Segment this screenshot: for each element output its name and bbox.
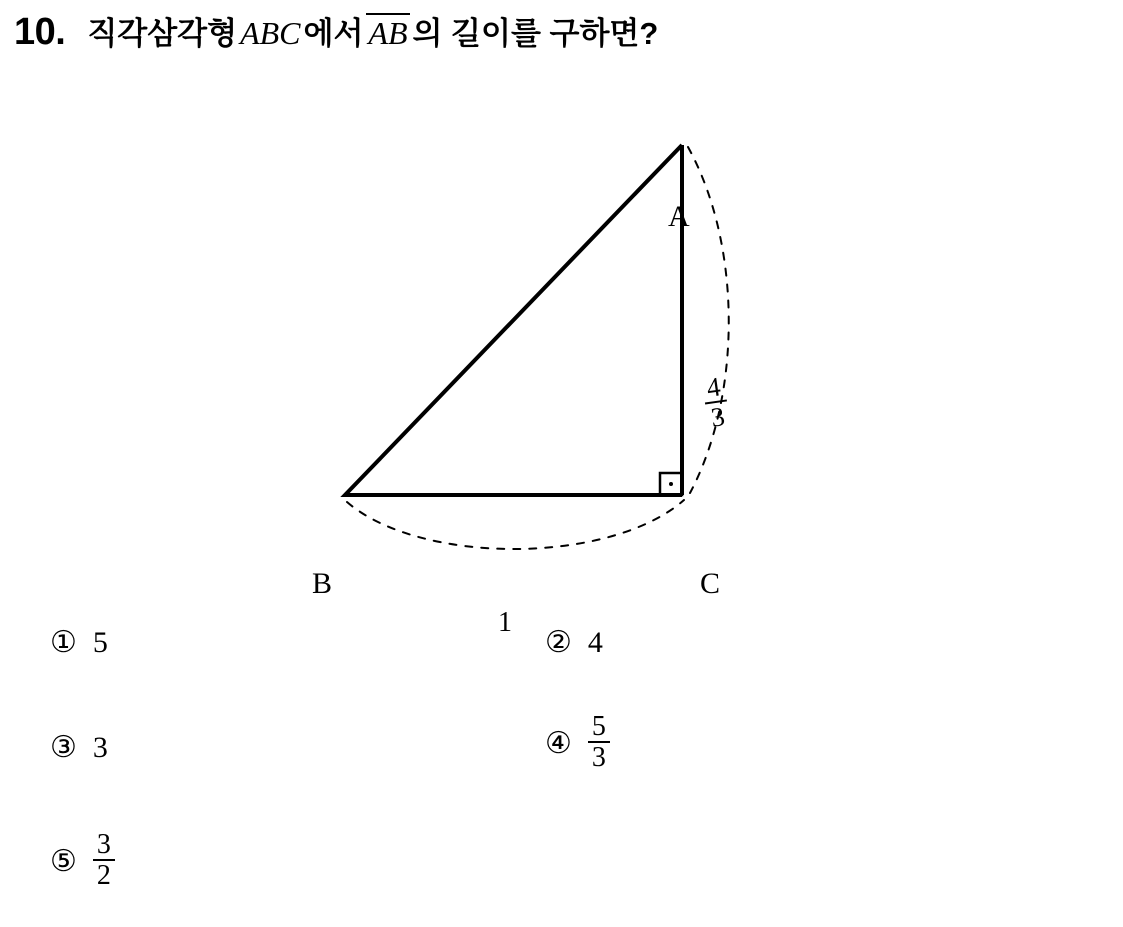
question-math-segment-ab: AB	[368, 15, 408, 51]
choice-2-value: 4	[587, 625, 603, 659]
choice-5-marker: ⑤	[50, 844, 77, 878]
side-ac-denominator: 3	[709, 401, 727, 433]
choice-3[interactable]	[50, 730, 108, 765]
vertex-label-b: B	[312, 567, 333, 600]
choice-3-value: 3	[92, 730, 108, 764]
arc-side-ac	[688, 147, 729, 493]
question-header	[14, 8, 658, 54]
question-text-part-2: 에서	[303, 16, 364, 51]
choice-4-denominator: 3	[591, 742, 606, 774]
vertex-label-a: A	[668, 200, 690, 233]
choice-4-value	[588, 712, 610, 774]
answer-choices	[0, 600, 1123, 920]
choice-5-numerator: 3	[93, 830, 115, 861]
arc-side-bc	[347, 500, 684, 549]
choice-1-marker: ①	[50, 626, 77, 659]
choice-4-marker: ④	[545, 726, 572, 760]
choice-3-marker: ③	[50, 731, 77, 764]
triangle-figure	[250, 95, 810, 638]
choice-2[interactable]	[545, 625, 603, 660]
choice-1-value: 5	[92, 625, 108, 659]
side-ac-numerator: 4	[701, 372, 727, 405]
choice-5[interactable]	[50, 830, 115, 892]
vertex-label-c: C	[700, 567, 721, 600]
question-text-part-1: 직각삼각형	[87, 16, 238, 51]
choice-5-value	[93, 830, 115, 892]
question-text	[87, 8, 658, 53]
side-bc-length-label: 1	[498, 607, 512, 638]
question-number: 10.	[14, 11, 66, 53]
choice-4-numerator: 5	[588, 712, 610, 743]
question-text-part-3: 의 길이를 구하면?	[412, 16, 659, 51]
choice-5-denominator: 2	[96, 860, 111, 892]
choice-1[interactable]	[50, 625, 108, 660]
right-angle-dot	[669, 482, 673, 486]
triangle-svg	[250, 95, 810, 585]
choice-4[interactable]	[545, 712, 610, 774]
question-math-abc: ABC	[240, 15, 301, 51]
choice-2-marker: ②	[545, 626, 572, 659]
triangle-outline	[345, 145, 682, 495]
